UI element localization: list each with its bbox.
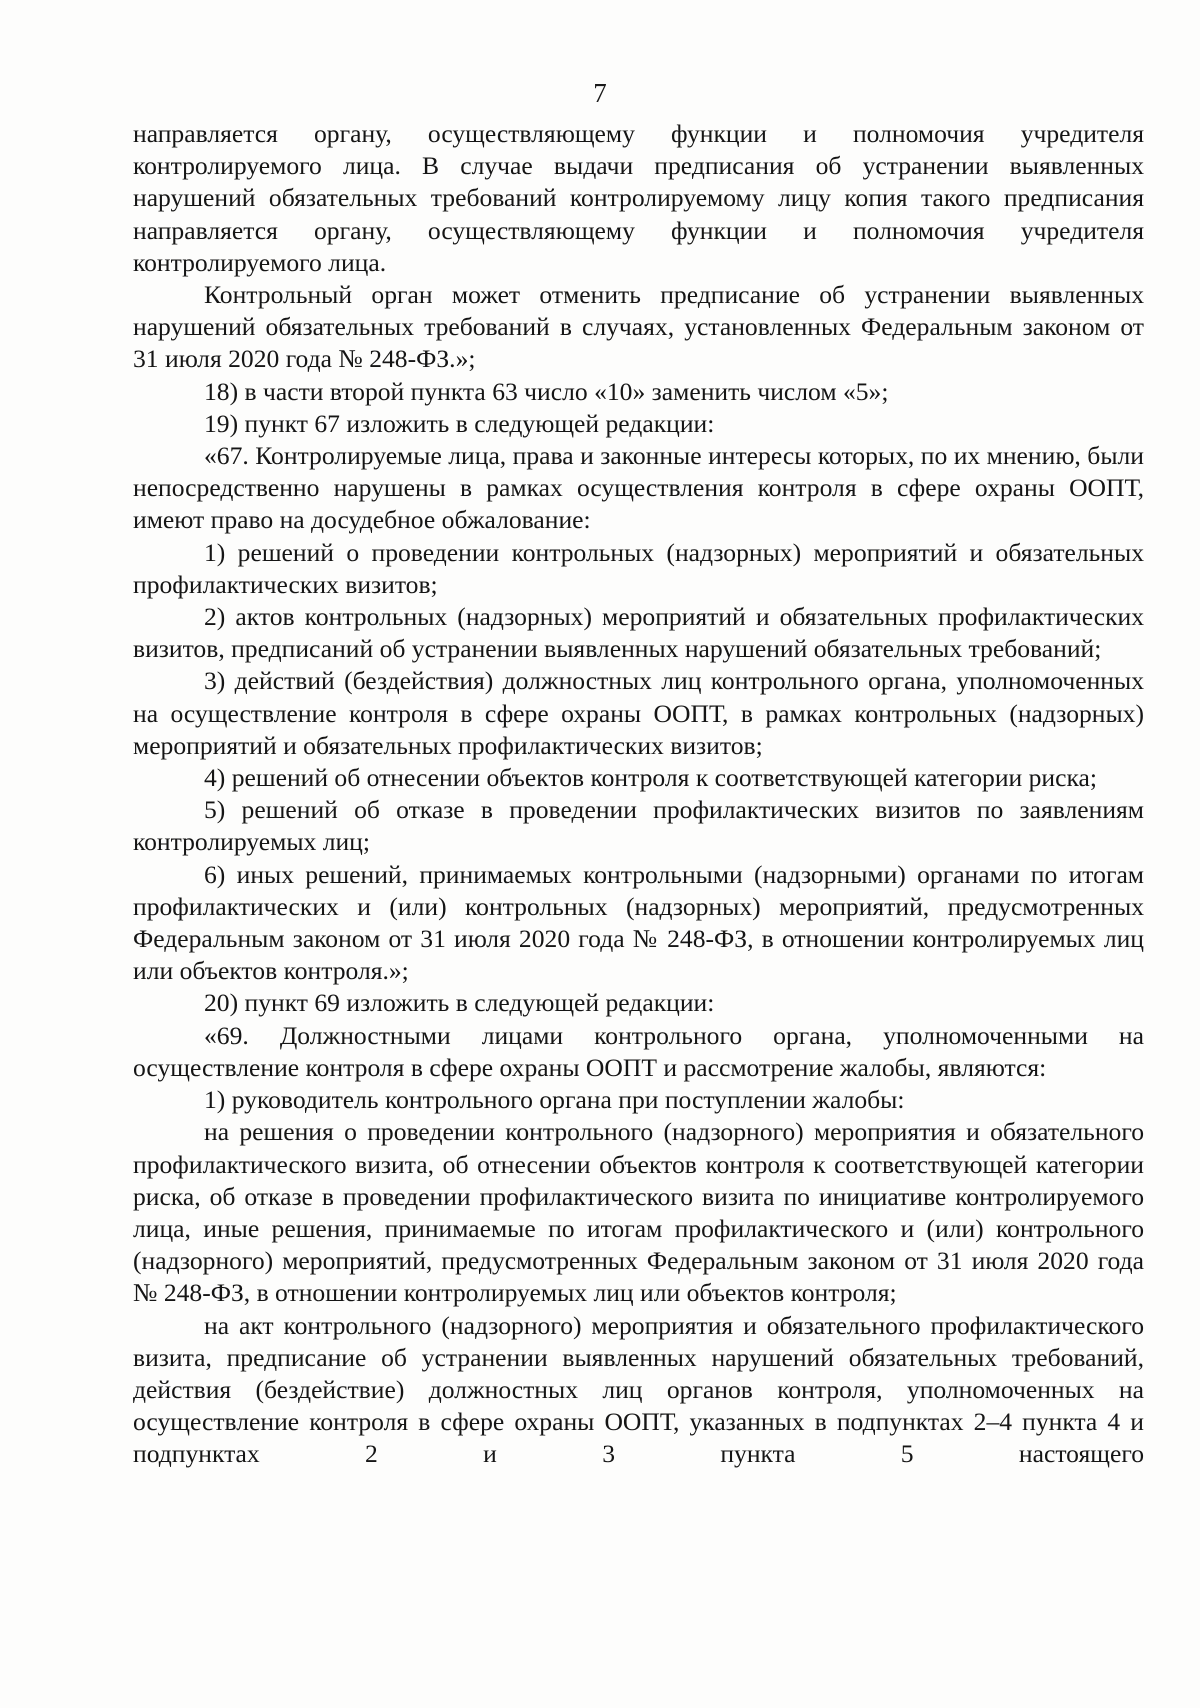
list-item-3: 3) действий (бездействия) должностных лиц контрольного органа, уполномоченных на осуществление контроля в сфере охраны ООПТ, в рамках контрольных (надзорных) мероприятий и обязательных профилактических визитов; [133,666,1144,760]
paragraph-cancel-prescription: Контрольный орган может отменить предписание об устранении выявленных нарушений обязательных требований в случаях, установленных Федеральным законом от 31 июля 2020 года № 248-ФЗ.»; [133,280,1144,374]
paragraph-clause-69: «69. Должностными лицами контрольного органа, уполномоченными на осуществление контроля в сфере охраны ООПТ и рассмотрение жалобы, являются: [133,1020,1144,1082]
list-item-head-1: 1) руководитель контрольного органа при поступлении жалобы: [204,1085,905,1115]
page-number: 7 [593,78,607,108]
list-item-4: 4) решений об отнесении объектов контроля к соответствующей категории риска; [204,763,1097,793]
document-body [133,118,1144,1471]
paragraph-on-acts: на акт контрольного (надзорного) мероприятия и обязательного профилактического визита, предписание об устранении выявленных нарушений обязательных требований, действия (бездействие) должностных лиц органов контроля, уполномоченных на осуществление контроля в сфере охраны ООПТ, указанных в подпунктах 2–4 пункта 4 и подпунктах 2 и 3 пункта 5 настоящего [133,1310,1144,1469]
paragraph-item-20: 20) пункт 69 изложить в следующей редакции: [204,988,715,1018]
list-item-6: 6) иных решений, принимаемых контрольными (надзорными) органами по итогам профилактических и (или) контрольных (надзорных) мероприятий, предусмотренных Федеральным законом от 31 июля 2020 года № 248-ФЗ, в отношении контролируемых лиц или объектов контроля.»; [133,859,1144,986]
list-item-5: 5) решений об отказе в проведении профилактических визитов по заявлениям контролируемых лиц; [133,795,1144,857]
paragraph-continuation: направляется органу, осуществляющему функции и полномочия учредителя контролируемого лица. В случае выдачи предписания об устранении выявленных нарушений обязательных требований контролируемому лицу копия такого предписания направляется органу, осуществляющему функции и полномочия учредителя контролируемого лица. [133,119,1144,277]
paragraph-on-decisions: на решения о проведении контрольного (надзорного) мероприятия и обязательного профилактического визита, об отнесении объектов контроля к соответствующей категории риска, об отказе в проведении профилактического визита по инициативе контролируемого лица, иные решения, принимаемые по итогам профилактического и (или) контрольного (надзорного) мероприятий, предусмотренных Федеральным законом от 31 июля 2020 года № 248-ФЗ, в отношении контролируемых лиц или объектов контроля; [133,1117,1144,1308]
paragraph-item-19: 19) пункт 67 изложить в следующей редакции: [204,408,715,438]
paragraph-clause-67: «67. Контролируемые лица, права и законные интересы которых, по их мнению, были непосредственно нарушены в рамках осуществления контроля в сфере охраны ООПТ, имеют право на досудебное обжалование: [133,441,1144,535]
paragraph-item-18: 18) в части второй пункта 63 число «10» заменить числом «5»; [204,376,889,406]
list-item-1: 1) решений о проведении контрольных (надзорных) мероприятий и обязательных профилактических визитов; [133,537,1144,599]
list-item-2: 2) актов контрольных (надзорных) мероприятий и обязательных профилактических визитов, предписаний об устранении выявленных нарушений обязательных требований; [133,602,1144,664]
